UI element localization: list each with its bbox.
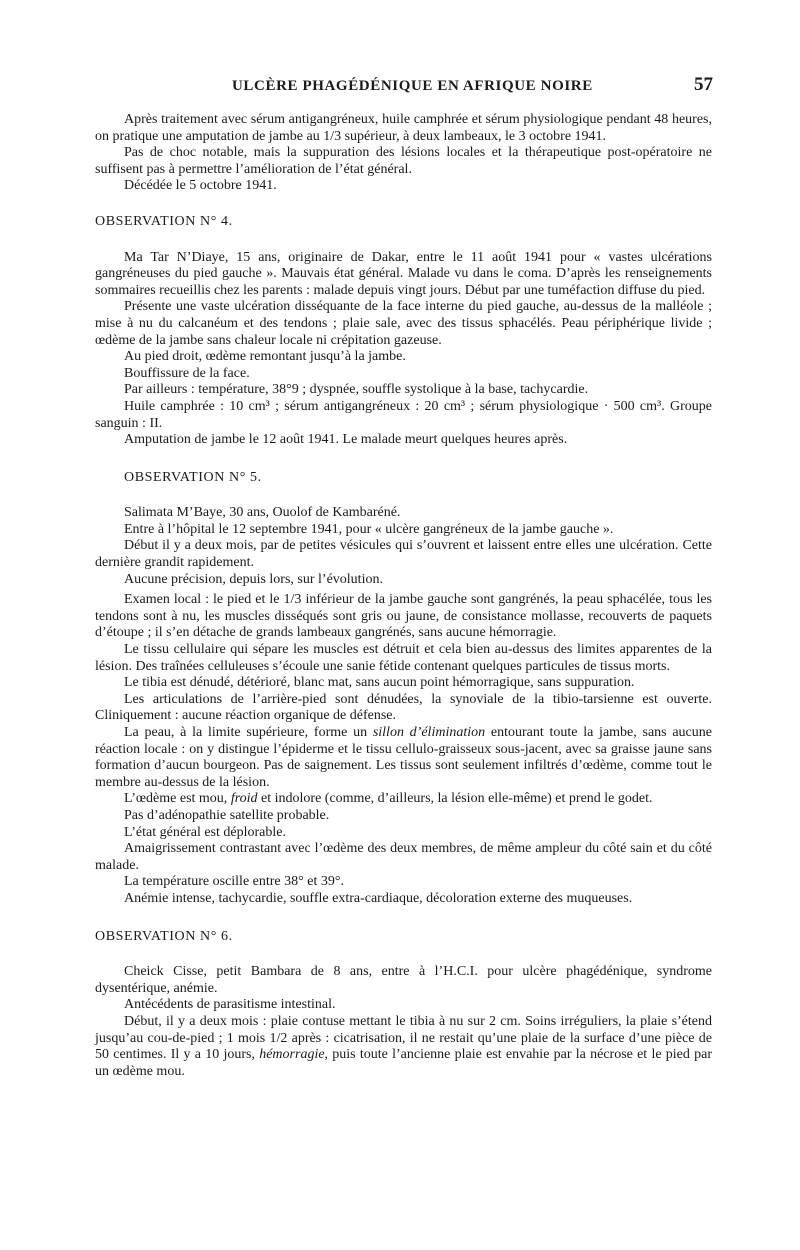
paragraph: Bouffissure de la face.	[124, 365, 250, 381]
paragraph: Pas de choc notable, mais la suppuration des lésions locales et la thérapeutique post-opératoire ne suffisent pas à permettre l’amélioration de l’état général.	[95, 145, 712, 177]
paragraph: Salimata M’Baye, 30 ans, Ouolof de Kambaréné.	[124, 505, 401, 521]
paragraph: Huile camphrée : 10 cm³ ; sérum antigangréneux : 20 cm³ ; sérum physiologique · 500 cm³. Groupe sanguin : II.	[95, 398, 712, 431]
paragraph: La température oscille entre 38° et 39°.	[124, 874, 344, 890]
paragraph: Amputation de jambe le 12 août 1941. Le malade meurt quelques heures après.	[124, 432, 568, 448]
paragraph: Décédée le 5 octobre 1941.	[124, 178, 277, 194]
paragraph: Cheick Cisse, petit Bambara de 8 ans, entre à l’H.C.I. pour ulcère phagédénique, syndrome dysentérique, anémie.	[95, 964, 712, 996]
paragraph: Amaigrissement contrastant avec l’œdème des deux membres, de même ampleur du côté sain et du côté malade.	[95, 841, 712, 873]
page-number: 57	[694, 74, 713, 95]
observation-heading: OBSERVATION N° 4.	[95, 213, 233, 229]
paragraph: Examen local : le pied et le 1/3 inférieur de la jambe gauche sont gangrénés, la peau sphacélée, tous les tendons sont à nu, les muscles disséqués sont gris ou jaune, de consistance mollasse, recouverts de paquets d’étoupe ; il s’en détache de grands lambeaux gangrénés, sans aucune hémorragie.	[95, 592, 712, 641]
paragraph: Présente une vaste ulcération disséquante de la face interne du pied gauche, au-dessus de la malléole ; mise à nu du calcanéum et des tendons ; plaie sale, avec des tissus sphacélés. Peau périphérique livide ; œdème de la jambe sans chaleur locale ni crépitation gazeuse.	[95, 299, 712, 348]
paragraph: Les articulations de l’arrière-pied sont dénudées, la synoviale de la tibio-tarsienne est ouverte. Cliniquement : aucune réaction organique de défense.	[95, 691, 712, 724]
paragraph: Au pied droit, œdème remontant jusqu’à la jambe.	[124, 349, 406, 365]
paragraph: Par ailleurs : température, 38°9 ; dyspnée, souffle systolique à la base, tachycardie.	[124, 382, 589, 398]
paragraph: Début, il y a deux mois : plaie contuse mettant le tibia à nu sur 2 cm. Soins irréguliers, la plaie s’étend jusqu’au cou-de-pied ; 1 mois 1/2 après : cicatrisation, il ne restait qu’une plaie de la surface d’une pièce de 50 centimes. Il y a 10 jours, hémorragie, puis toute l’ancienne plaie est envahie par la nécrose et le pied par un œdème mou.	[95, 1013, 713, 1079]
italic-term: froid	[230, 791, 258, 807]
paragraph: Le tissu cellulaire qui sépare les muscles est détruit et cela bien au-dessus des limites apparentes de la lésion. Des traînées celluleuses s’écoule une sanie fétide contenant quelques particules de tissus morts.	[95, 642, 712, 674]
paragraph: Ma Tar N’Diaye, 15 ans, originaire de Dakar, entre le 11 août 1941 pour « vastes ulcérations gangréneuses du pied gauche ». Mauvais état général. Malade vu dans le coma. D’après les renseignements sommaires recueillis chez les parents : malade depuis vingt jours. Début par une tuméfaction diffuse du pied.	[95, 249, 712, 298]
italic-term: sillon d’élimination	[372, 725, 486, 740]
paragraph: Anémie intense, tachycardie, souffle extra-cardiaque, décoloration externe des muqueuses.	[124, 890, 633, 906]
paragraph: Le tibia est dénudé, détérioré, blanc mat, sans aucun point hémorragique, sans suppuration.	[124, 675, 635, 691]
paragraph: La peau, à la limite supérieure, forme un sillon d’élimination entourant toute la jambe, sans aucune réaction locale : on y distingue l’épiderme et le tissu cellulo-graisseux sous-jacent, avec sa graisse jaune sans formation d’aucun bourgeon. Pas de saignement. Les tissus sont seulement infiltrés d’œdème, comme tout le membre au-dessus de la lésion.	[95, 725, 712, 790]
paragraph: Après traitement avec sérum antigangréneux, huile camphrée et sérum physiologique pendant 48 heures, on pratique une amputation de jambe au 1/3 supérieur, à deux lambeaux, le 3 octobre 1941.	[95, 112, 712, 144]
paragraph: Antécédents de parasitisme intestinal.	[124, 997, 336, 1013]
paragraph: Entre à l’hôpital le 12 septembre 1941, pour « ulcère gangréneux de la jambe gauche ».	[124, 521, 614, 537]
italic-term: hémorragie	[259, 1047, 325, 1063]
page-header	[95, 74, 713, 104]
paragraph: Début il y a deux mois, par de petites vésicules qui s’ouvrent et laissent entre elles une ulcération. Cette dernière grandit rapidement.	[95, 538, 712, 571]
paragraph: Aucune précision, depuis lors, sur l’évolution.	[124, 571, 383, 587]
observation-heading: OBSERVATION N° 6.	[95, 928, 233, 944]
paragraph: Pas d’adénopathie satellite probable.	[124, 807, 330, 823]
paragraph: L’état général est déplorable.	[124, 824, 286, 840]
running-title: ULCÈRE PHAGÉDÉNIQUE EN AFRIQUE NOIRE	[232, 78, 593, 94]
page-body	[95, 112, 712, 1080]
paragraph: L’œdème est mou, froid et indolore (comme, d’ailleurs, la lésion elle-même) et prend le godet.	[124, 791, 653, 807]
observation-heading: OBSERVATION N° 5.	[124, 469, 262, 485]
